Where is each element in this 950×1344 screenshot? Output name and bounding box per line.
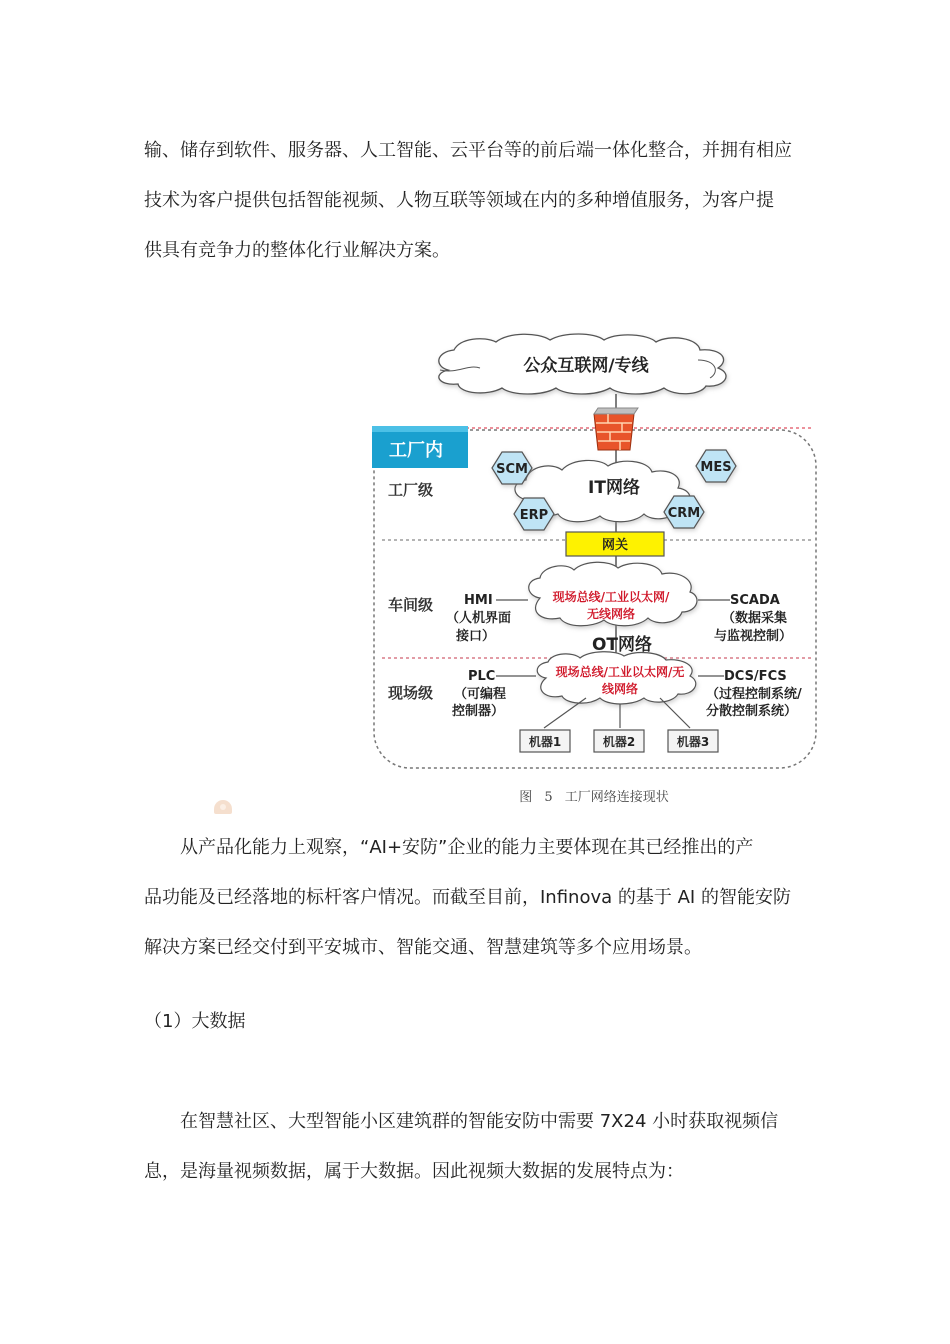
workshop-bus-line-2: 无线网络: [586, 607, 636, 621]
paragraph-bottom-line-2: 息，是海量视频数据，属于大数据。因此视频大数据的发展特点为：: [144, 1161, 684, 1182]
dcs-label-2: （过程控制系统/: [706, 687, 802, 702]
hex-crm-label: CRM: [667, 506, 701, 521]
section-heading: （1）大数据: [144, 1011, 246, 1032]
hmi-label-1: HMI: [464, 593, 493, 608]
dcs-label-1: DCS/FCS: [724, 669, 787, 684]
paragraph-middle-line-1: 从产品化能力上观察，“AI+安防”企业的能力主要体现在其已经推出的产: [180, 837, 754, 858]
machine-1-label: 机器1: [528, 735, 562, 749]
firewall-icon: [594, 408, 638, 450]
factory-network-diagram: [368, 330, 820, 775]
gateway-label: 网关: [601, 538, 629, 553]
scada-label-1: SCADA: [730, 593, 780, 608]
paragraph-middle-line-3: 解决方案已经交付到平安城市、智能交通、智慧建筑等多个应用场景。: [144, 937, 702, 958]
watermark-icon: [214, 800, 232, 814]
machine-2-label: 机器2: [602, 735, 636, 749]
level-factory: 工厂级: [388, 481, 434, 499]
hmi-label-2: （人机界面: [446, 611, 512, 626]
figure-caption: 图 5 工厂网络连接现状: [519, 790, 669, 805]
level-field: 现场级: [388, 684, 434, 702]
paragraph-top-line-2: 技术为客户提供包括智能视频、人物互联等领域在内的多种增值服务，为客户提: [144, 190, 774, 211]
plc-label-1: PLC: [468, 669, 496, 684]
cloud-title: 公众互联网/专线: [523, 356, 649, 376]
paragraph-top-line-1: 输、储存到软件、服务器、人工智能、云平台等的前后端一体化整合，并拥有相应: [144, 140, 792, 161]
hmi-label-3: 接口）: [456, 629, 496, 644]
plc-label-3: 控制器）: [452, 704, 505, 719]
machine-3-label: 机器3: [676, 735, 710, 749]
paragraph-top-line-3: 供具有竞争力的整体化行业解决方案。: [144, 240, 450, 261]
field-bus-line-2: 线网络: [601, 682, 639, 696]
scada-label-3: 与监视控制）: [714, 629, 793, 644]
paragraph-middle-line-2: 品功能及已经落地的标杆客户情况。而截至目前，Infinova 的基于 AI 的智能安防: [144, 887, 791, 908]
ot-network-label: OT网络: [591, 635, 653, 655]
field-bus-line-1: 现场总线/工业以太网/无: [555, 665, 685, 679]
hex-erp-label: ERP: [519, 508, 549, 523]
workshop-bus-line-1: 现场总线/工业以太网/: [552, 590, 670, 604]
paragraph-bottom-line-1: 在智慧社区、大型智能小区建筑群的智能安防中需要 7X24 小时获取视频信: [180, 1111, 779, 1132]
hex-scm-label: SCM: [496, 462, 528, 477]
it-network-label: IT网络: [588, 478, 640, 498]
factory-label: 工厂内: [389, 440, 443, 461]
hex-mes-label: MES: [700, 460, 732, 475]
level-workshop: 车间级: [388, 596, 434, 614]
scada-label-2: （数据采集: [722, 611, 788, 626]
plc-label-2: （可编程: [454, 687, 507, 702]
dcs-label-3: 分散控制系统）: [706, 704, 798, 719]
